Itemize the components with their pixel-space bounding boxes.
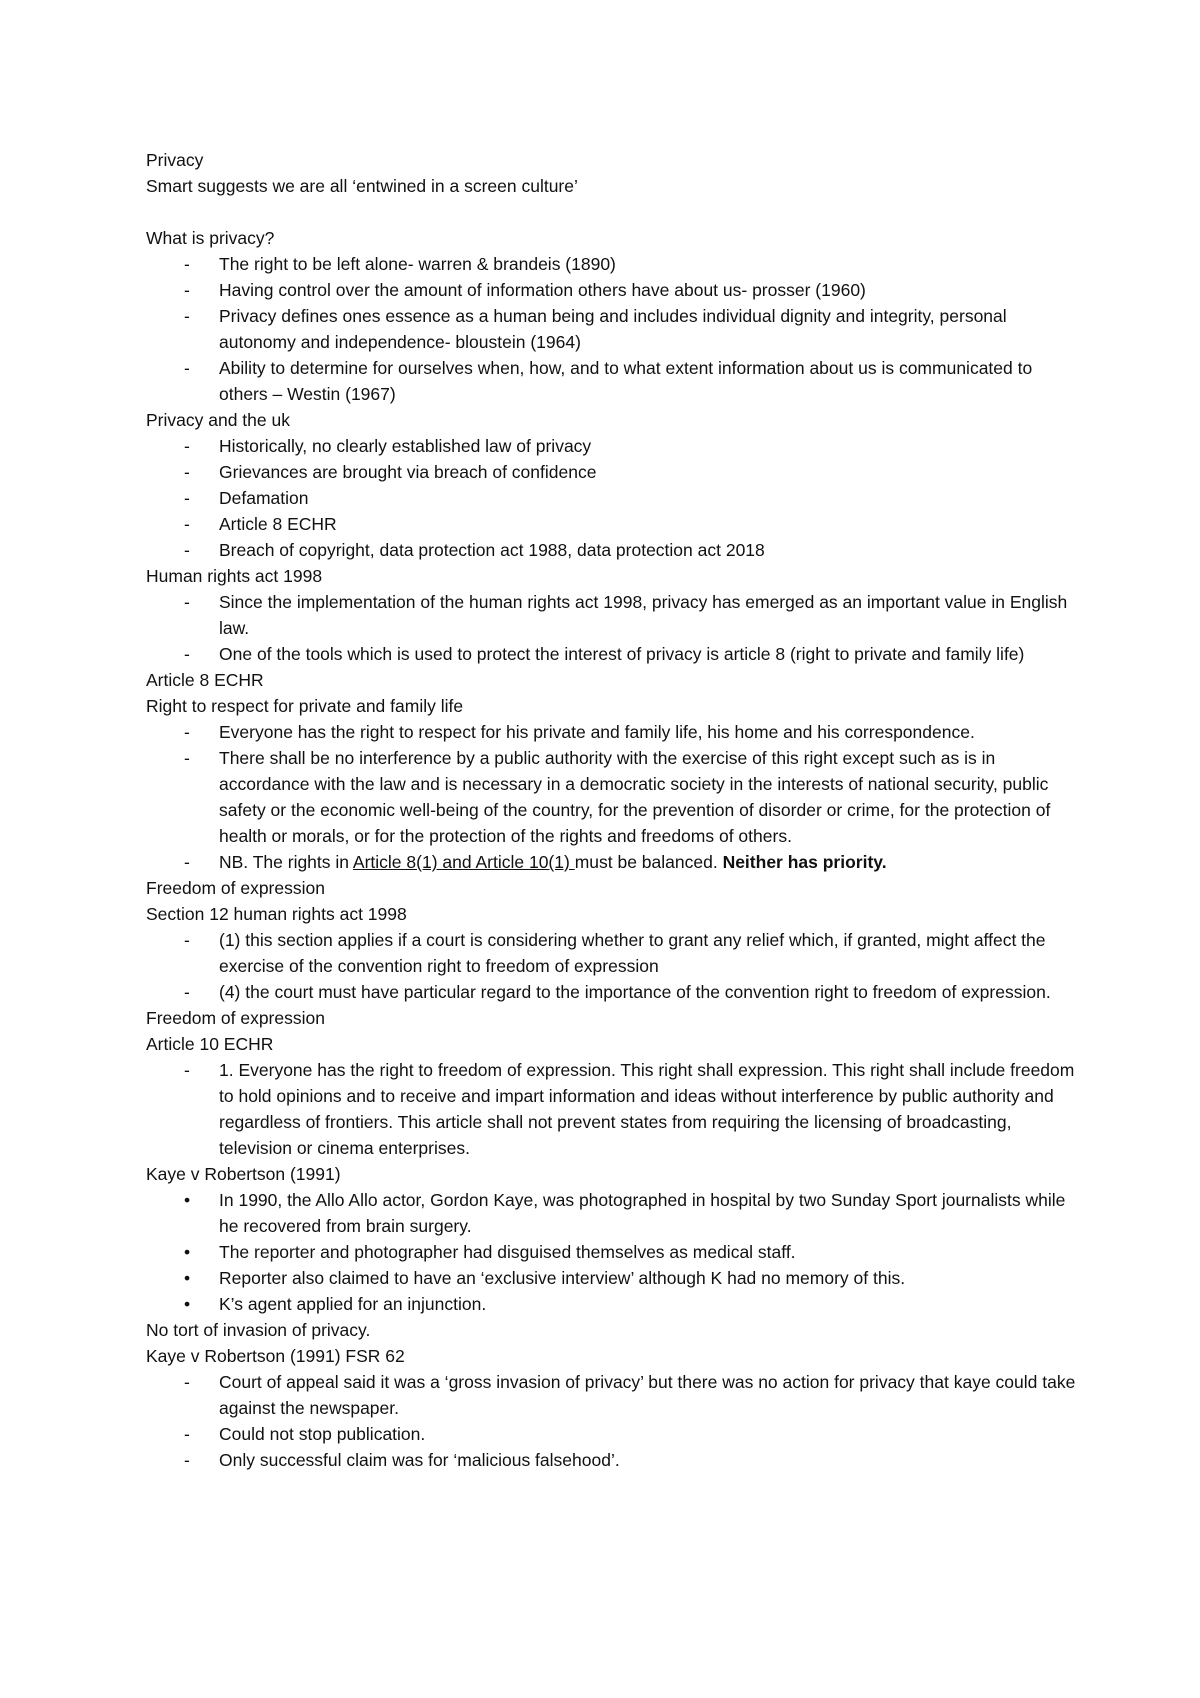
item-text: Court of appeal said it was a ‘gross invasion of privacy’ but there was no action for privacy that kaye could take against the newspaper.	[219, 1372, 1076, 1418]
list-item	[146, 303, 1076, 355]
bullet-list	[146, 1187, 1076, 1317]
dash-marker: -	[184, 462, 190, 482]
dash-marker: -	[184, 436, 190, 456]
list-item	[146, 355, 1076, 407]
section-heading: Section 12 human rights act 1998	[146, 904, 407, 924]
list-item	[146, 1057, 1076, 1161]
dash-list	[146, 719, 1076, 875]
item-text: Privacy defines ones essence as a human being and includes individual dignity and integrity, personal autonomy and independence- bloustein (1964)	[219, 306, 1007, 352]
item-text: Since the implementation of the human rights act 1998, privacy has emerged as an important value in English law.	[219, 592, 1068, 638]
dash-marker: -	[184, 852, 190, 872]
list-item	[146, 979, 1076, 1005]
list-item	[146, 589, 1076, 641]
dash-marker: -	[184, 514, 190, 534]
list-item	[146, 1239, 1076, 1265]
list-item	[146, 745, 1076, 849]
item-text: Everyone has the right to respect for his private and family life, his home and his correspondence.	[219, 722, 975, 742]
document-body	[146, 147, 1076, 1473]
section-heading: Privacy and the uk	[146, 410, 290, 430]
item-text: Ability to determine for ourselves when, how, and to what extent information about us is communicated to others – Westin (1967)	[219, 358, 1033, 404]
item-text: In 1990, the Allo Allo actor, Gordon Kaye, was photographed in hospital by two Sunday Sport journalists while he recovered from brain surgery.	[219, 1190, 1066, 1236]
bullet-marker: •	[184, 1190, 191, 1210]
dash-marker: -	[184, 930, 190, 950]
item-text: Breach of copyright, data protection act 1988, data protection act 2018	[219, 540, 765, 560]
dash-marker: -	[184, 1450, 190, 1470]
underlined-reference: Article 8(1) and Article 10(1)	[352, 852, 575, 872]
item-text: K’s agent applied for an injunction.	[219, 1294, 487, 1314]
item-text: NB. The rights in	[219, 852, 353, 872]
list-item	[146, 251, 1076, 277]
blank-line	[146, 199, 1076, 225]
bullet-marker: •	[184, 1268, 191, 1288]
list-item	[146, 1369, 1076, 1421]
dash-marker: -	[184, 280, 190, 300]
list-item	[146, 537, 1076, 563]
dash-marker: -	[184, 358, 190, 378]
list-item	[146, 849, 1076, 875]
item-text: Grievances are brought via breach of confidence	[219, 462, 597, 482]
dash-marker: -	[184, 748, 190, 768]
item-text: Article 8 ECHR	[219, 514, 337, 534]
list-item	[146, 1421, 1076, 1447]
item-text: Could not stop publication.	[219, 1424, 426, 1444]
list-item	[146, 719, 1076, 745]
list-item	[146, 511, 1076, 537]
item-text: 1. Everyone has the right to freedom of expression. This right shall expression. This right shall include freedom to hold opinions and to receive and impart information and ideas without interference by public authority and regardless of frontiers. This article shall not prevent states from requiring the licensing of broadcasting, television or cinema enterprises.	[219, 1060, 1075, 1158]
item-text: (1) this section applies if a court is considering whether to grant any relief which, if granted, might affect the exercise of the convention right to freedom of expression	[219, 930, 1046, 976]
bullet-marker: •	[184, 1294, 191, 1314]
item-text: Defamation	[219, 488, 309, 508]
section-heading: Smart suggests we are all ‘entwined in a screen culture’	[146, 176, 578, 196]
list-item	[146, 1187, 1076, 1239]
dash-marker: -	[184, 722, 190, 742]
section-heading: Kaye v Robertson (1991) FSR 62	[146, 1346, 405, 1366]
dash-list	[146, 1369, 1076, 1473]
section-heading: Human rights act 1998	[146, 566, 323, 586]
dash-marker: -	[184, 644, 190, 664]
list-item	[146, 641, 1076, 667]
dash-marker: -	[184, 540, 190, 560]
list-item	[146, 277, 1076, 303]
item-text: Historically, no clearly established law of privacy	[219, 436, 592, 456]
dash-marker: -	[184, 1424, 190, 1444]
section-heading: No tort of invasion of privacy.	[146, 1320, 371, 1340]
dash-marker: -	[184, 254, 190, 274]
dash-marker: -	[184, 306, 190, 326]
item-text: The right to be left alone- warren & brandeis (1890)	[219, 254, 616, 274]
dash-list	[146, 589, 1076, 667]
dash-marker: -	[184, 488, 190, 508]
item-text: There shall be no interference by a public authority with the exercise of this right except such as is in accordance with the law and is necessary in a democratic society in the interests of national security, public safety or the economic well-being of the country, for the prevention of disorder or crime, for the protection of health or morals, or for the protection of the rights and freedoms of others.	[219, 748, 1051, 846]
section-heading: What is privacy?	[146, 228, 275, 248]
list-item	[146, 1447, 1076, 1473]
item-text: One of the tools which is used to protect the interest of privacy is article 8 (right to private and family life)	[219, 644, 1025, 664]
bold-emphasis: Neither has priority.	[722, 852, 887, 872]
list-item	[146, 459, 1076, 485]
list-item	[146, 1291, 1076, 1317]
item-text: (4) the court must have particular regard to the importance of the convention right to freedom of expression.	[219, 982, 1051, 1002]
item-text: Reporter also claimed to have an ‘exclusive interview’ although K had no memory of this.	[219, 1268, 906, 1288]
dash-marker: -	[184, 592, 190, 612]
item-text: must be balanced.	[574, 852, 723, 872]
item-text: The reporter and photographer had disguised themselves as medical staff.	[219, 1242, 796, 1262]
bullet-marker: •	[184, 1242, 191, 1262]
list-item	[146, 485, 1076, 511]
dash-list	[146, 927, 1076, 1005]
list-item	[146, 1265, 1076, 1291]
section-heading: Article 8 ECHR	[146, 670, 264, 690]
section-heading: Kaye v Robertson (1991)	[146, 1164, 341, 1184]
item-text: Having control over the amount of information others have about us- prosser (1960)	[219, 280, 866, 300]
list-item	[146, 433, 1076, 459]
dash-list	[146, 1057, 1076, 1161]
section-heading: Article 10 ECHR	[146, 1034, 274, 1054]
dash-marker: -	[184, 982, 190, 1002]
section-heading: Freedom of expression	[146, 1008, 325, 1028]
section-heading: Freedom of expression	[146, 878, 325, 898]
section-heading: Right to respect for private and family life	[146, 696, 464, 716]
list-item	[146, 927, 1076, 979]
item-text: Only successful claim was for ‘malicious falsehood’.	[219, 1450, 620, 1470]
dash-marker: -	[184, 1372, 190, 1392]
dash-list	[146, 433, 1076, 563]
section-heading: Privacy	[146, 150, 204, 170]
dash-list	[146, 251, 1076, 407]
dash-marker: -	[184, 1060, 190, 1080]
